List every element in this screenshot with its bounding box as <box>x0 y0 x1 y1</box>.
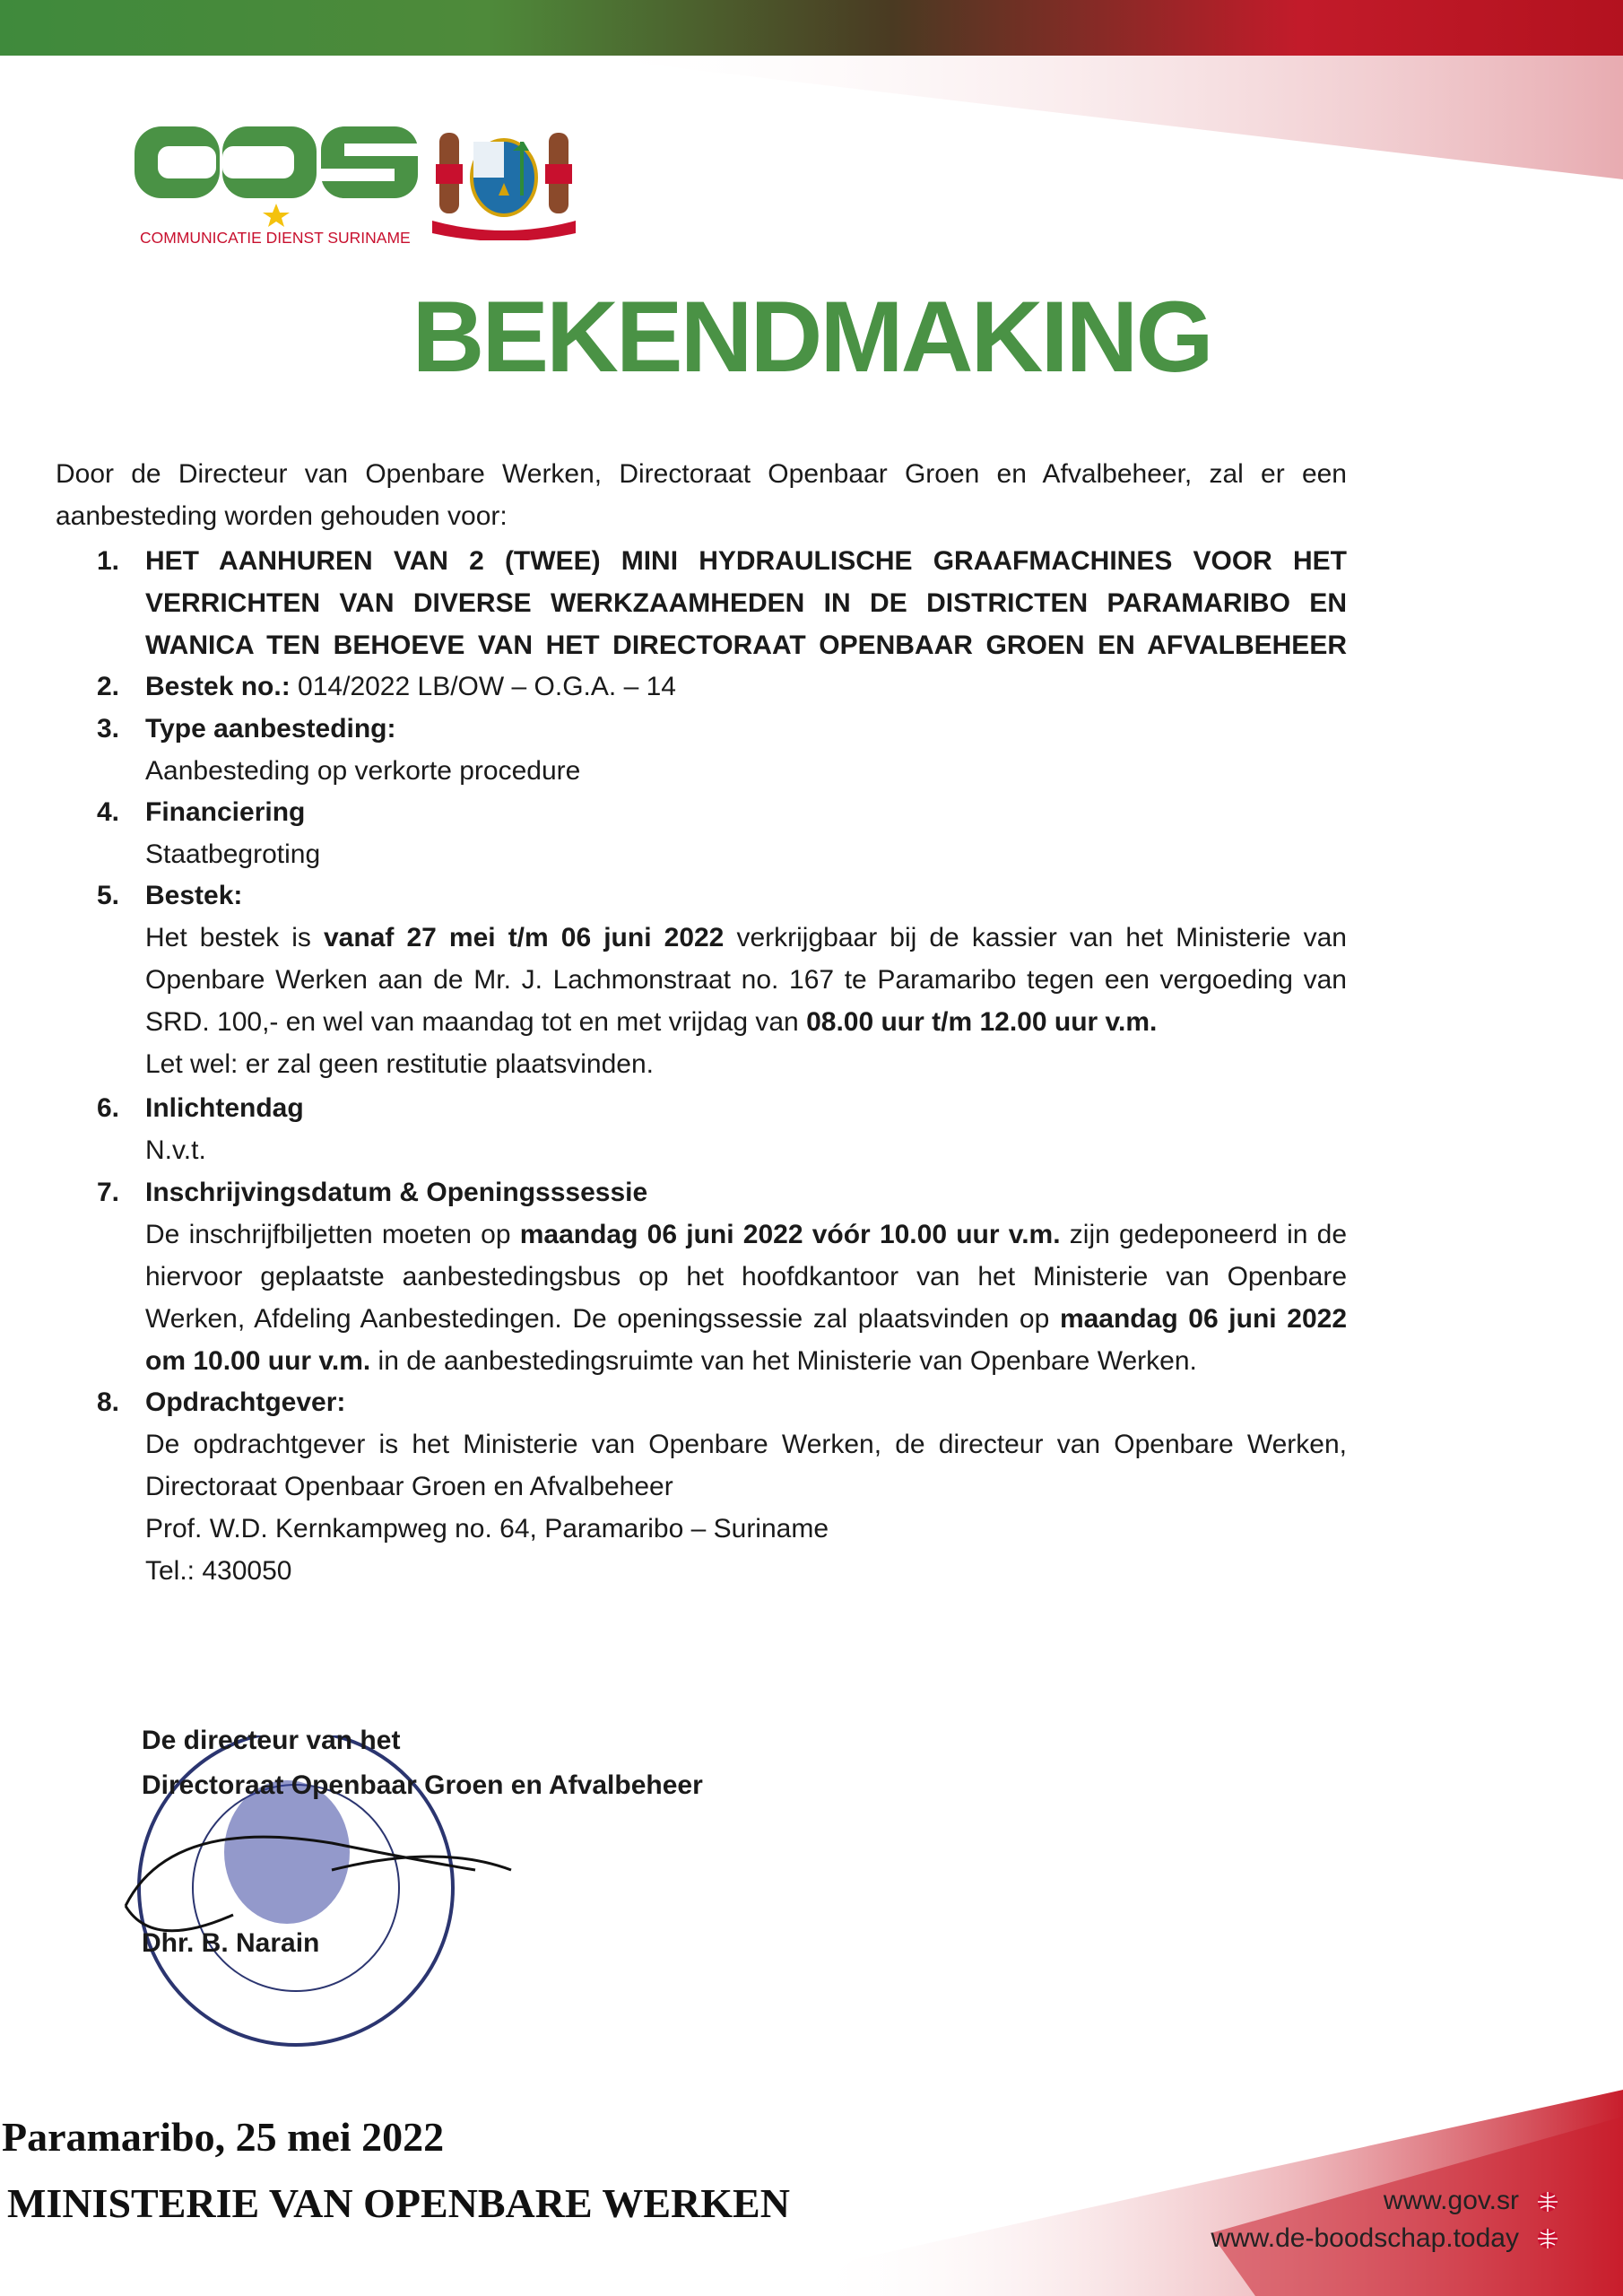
item-text: Staatbegroting <box>145 839 321 869</box>
item-number: 4. <box>97 797 120 827</box>
item-text-bold: vanaf 27 mei t/m 06 juni 2022 <box>324 923 725 952</box>
list-item-1 <box>97 540 1347 666</box>
item-number: 5. <box>97 881 120 910</box>
item-number: 3. <box>97 714 120 744</box>
item-text: De inschrijfbiljetten moeten op <box>145 1220 520 1249</box>
item-1-line-3: WANICA TEN BEHOEVE VAN HET DIRECTORAAT OPENBAAR GROEN EN AFVALBEHEER <box>145 631 1347 660</box>
item-text: De opdrachtgever is het Ministerie van Openbare Werken, de directeur van Openbare Werken, Directoraat Openbaar Groen en Afvalbeheer <box>145 1430 1347 1501</box>
item-text: Aanbesteding op verkorte procedure <box>145 756 581 786</box>
cds-tagline: COMMUNICATIE DIENST SURINAME <box>140 229 411 247</box>
item-number: 1. <box>97 546 120 576</box>
item-number: 8. <box>97 1387 120 1417</box>
bestek-no-value: 014/2022 LB/OW – O.G.A. – 14 <box>290 672 676 701</box>
item-label: Bestek: <box>145 881 243 910</box>
signature-line-2: Directoraat Openbaar Groen en Afvalbeheer <box>142 1770 703 1800</box>
item-text: Let wel: er zal geen restitutie plaatsvinden. <box>145 1049 654 1079</box>
signature-line-1: De directeur van het <box>142 1726 401 1755</box>
item-number: 7. <box>97 1178 120 1207</box>
item-label: Financiering <box>145 797 306 827</box>
item-number: 6. <box>97 1093 120 1123</box>
page-title: BEKENDMAKING <box>412 281 1211 393</box>
bestek-no-label: Bestek no.: <box>145 672 291 701</box>
item-text: in de aanbestedingsruimte van het Ministerie van Openbare Werken. <box>370 1346 1197 1376</box>
footer-ministry: MINISTERIE VAN OPENBARE WERKEN <box>7 2180 790 2226</box>
top-band <box>0 0 1623 56</box>
footer-url-gov[interactable]: www.gov.sr <box>1383 2186 1519 2215</box>
item-text: Het bestek is <box>145 923 324 952</box>
item-label: Type aanbesteding: <box>145 714 396 744</box>
cds-logo <box>133 119 420 254</box>
item-text: zijn gedeponeerd in de hiervoor geplaatste aanbestedingsbus op het hoofdkantoor van het Ministerie van Openbare Werken, Afdeling Aanbestedingen. De openingssessie zal plaatsvinden op <box>145 1220 1347 1334</box>
list-item-8 <box>97 1381 1347 1592</box>
item-label: Inlichtendag <box>145 1093 304 1123</box>
list-item-7 <box>97 1171 1347 1382</box>
footer-url-boodschap[interactable]: www.de-boodschap.today <box>1211 2223 1519 2253</box>
list-item-6 <box>97 1087 1347 1171</box>
globe-icon <box>1537 2228 1558 2249</box>
coat-of-arms-icon <box>423 115 585 240</box>
signer-name: Dhr. B. Narain <box>142 1928 320 1958</box>
list-item-4 <box>97 791 1347 875</box>
list-item-3 <box>97 708 1347 792</box>
list-item-2 <box>97 665 1347 708</box>
footer-date: Paramaribo, 25 mei 2022 <box>2 2114 445 2160</box>
signature-block <box>142 1718 949 1808</box>
list-item-5 <box>97 874 1347 1085</box>
item-text-bold: maandag 06 juni 2022 om 10.00 uur v.m. <box>145 1304 1347 1376</box>
globe-icon <box>1537 2191 1558 2213</box>
item-text: Tel.: 430050 <box>145 1556 292 1586</box>
item-number: 2. <box>97 672 120 701</box>
item-label: Inschrijvingsdatum & Openingsssessie <box>145 1178 648 1207</box>
item-label: Opdrachtgever: <box>145 1387 346 1417</box>
item-1-line-1: HET AANHUREN VAN 2 (TWEE) MINI HYDRAULISCHE GRAAFMACHINES VOOR HET <box>145 546 1347 576</box>
item-text: N.v.t. <box>145 1135 206 1165</box>
intro-paragraph: Door de Directeur van Openbare Werken, Directoraat Openbaar Groen en Afvalbeheer, zal er een aanbesteding worden gehouden voor: <box>56 459 1347 531</box>
item-text: Prof. W.D. Kernkampweg no. 64, Paramaribo – Suriname <box>145 1514 829 1544</box>
item-text: verkrijgbaar bij de kassier van het Ministerie van Openbare Werken aan de Mr. J. Lachmonstraat no. 167 te Paramaribo tegen een vergoeding van SRD. 100,- en wel van maandag tot en met vrijdag van <box>145 923 1347 1037</box>
item-text-bold: maandag 06 juni 2022 vóór 10.00 uur v.m. <box>519 1220 1061 1249</box>
top-right-swoosh <box>574 56 1623 179</box>
item-text-bold: 08.00 uur t/m 12.00 uur v.m. <box>806 1007 1158 1037</box>
item-1-line-2: VERRICHTEN VAN DIVERSE WERKZAAMHEDEN IN DE DISTRICTEN PARAMARIBO EN <box>145 588 1347 618</box>
